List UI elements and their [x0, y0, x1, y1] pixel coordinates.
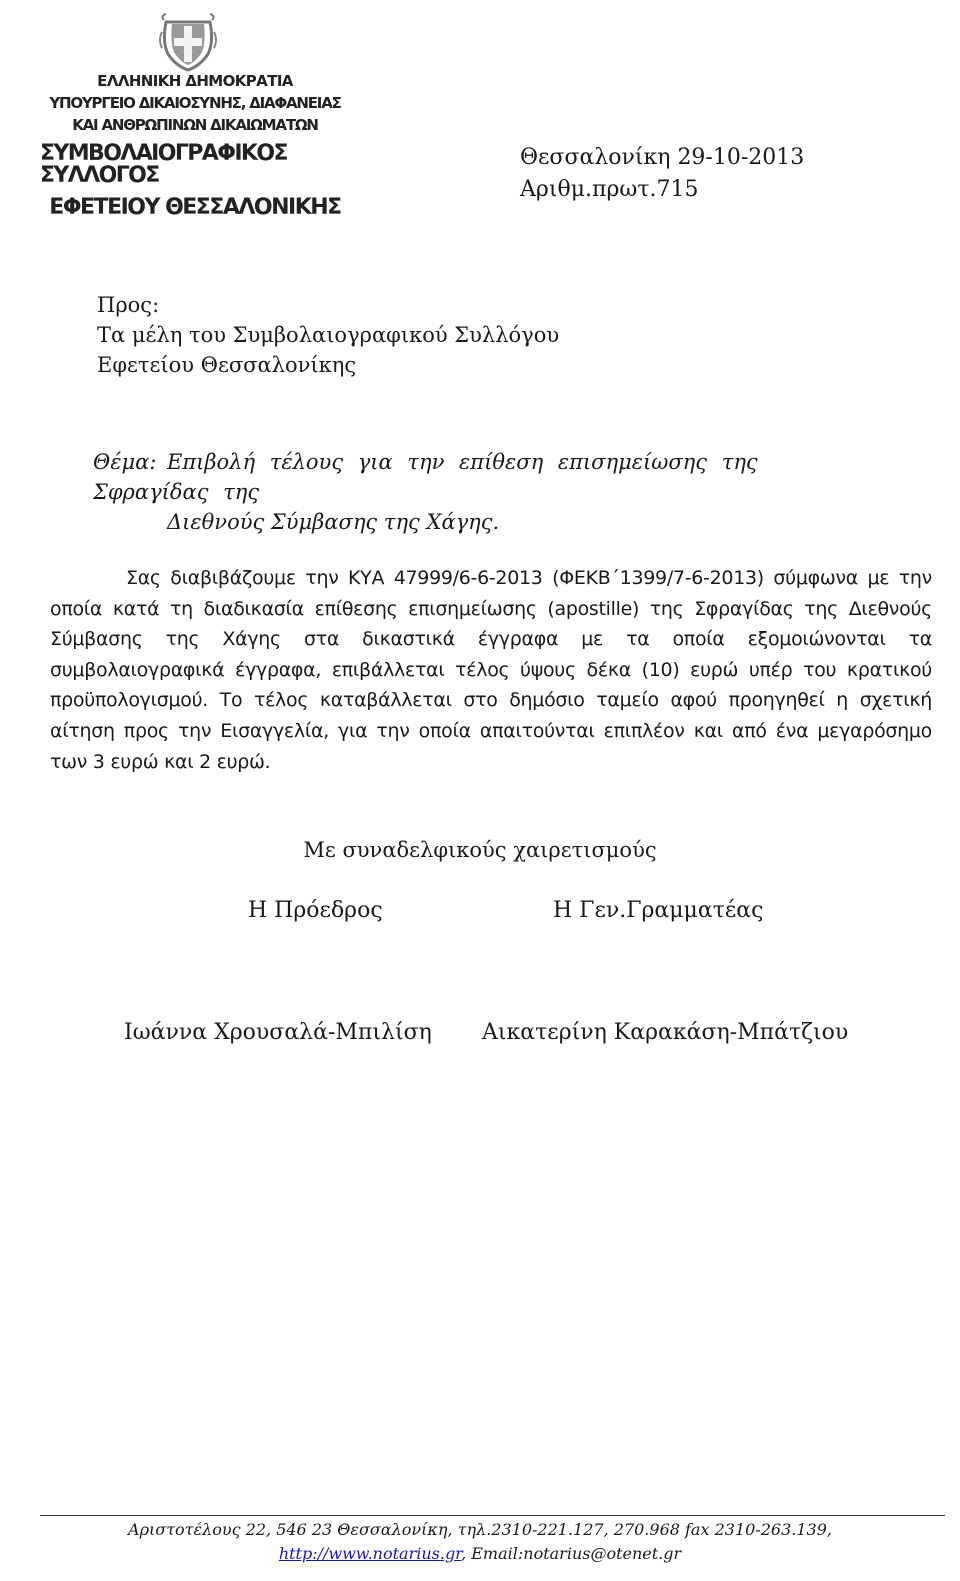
recipient-block [97, 290, 559, 380]
protocol-number: Αριθμ.πρωτ.715 [520, 177, 699, 202]
letterhead-line-ministry: ΥΠΟΥΡΓΕΙΟ ΔΙΚΑΙΟΣΥΝΗΣ, ΔΙΑΦΑΝΕΙΑΣ [49, 94, 341, 112]
subject-block [93, 447, 883, 537]
greek-coat-of-arms-icon [158, 12, 218, 72]
signatory-name-president: Ιωάννα Χρουσαλά-Μπιλίση [124, 1020, 432, 1045]
signatory-name-secretary: Αικατερίνη Καρακάση-Μπάτζιου [482, 1020, 849, 1045]
recipient-label: Προς: [97, 293, 160, 317]
subject-text-cont: Διεθνούς Σύμβασης της Χάγης. [167, 510, 500, 534]
date-line: Θεσσαλονίκη 29-10-2013 [520, 145, 805, 170]
footer-email: , Email:notarius@otenet.gr [461, 1544, 682, 1563]
letterhead-line-association: ΣΥΜΒΟΛΑΙΟΓΡΑΦΙΚΟΣ ΣΥΛΛΟΓΟΣ [40, 141, 287, 188]
recipient-line: Εφετείου Θεσσαλονίκης [97, 353, 357, 377]
recipient-line: Τα μέλη του Συμβολαιογραφικού Συλλόγου [97, 323, 560, 347]
letterhead-line-republic: ΕΛΛΗΝΙΚΗ ΔΗΜΟΚΡΑΤΙΑ [97, 72, 293, 90]
letterhead-line-court: ΕΦΕΤΕΙΟΥ ΘΕΣΣΑΛΟΝΙΚΗΣ [49, 195, 341, 220]
website-link[interactable]: http://www.notarius.gr [278, 1544, 462, 1563]
footer-address: Αριστοτέλους 22, 546 23 Θεσσαλονίκη, τηλ.2310-221.127, 270.968 fax 2310-263.139, [128, 1520, 832, 1539]
subject-text: Επιβολή τέλους για την επίθεση επισημείωσης της Σφραγίδας της [93, 450, 758, 504]
closing-greeting: Με συναδελφικούς χαιρετισμούς [303, 838, 657, 862]
footer [0, 1518, 960, 1566]
letterhead-line-ministry-cont: ΚΑΙ ΑΝΘΡΩΠΙΝΩΝ ΔΙΚΑΙΩΜΑΤΩΝ [72, 116, 318, 134]
signatory-role-president: Η Πρόεδρος [248, 898, 383, 923]
body-paragraph: Σας διαβιβάζουμε την ΚΥΑ 47999/6-6-2013 (ΦΕΚΒ΄1399/7-6-2013) σύμφωνα με την οποία κατά τη διαδικασία επίθεσης επισημείωσης (apostille) της Σφραγίδας της Διεθνούς Σύμβασης της Χάγης στα δικαστικά έγγραφα με τα οποία εξομοιώνονται τα συμβολαιογραφικά έγγραφα, επιβάλλεται τέλος ύψους δέκα (10) ευρώ υπέρ του κρατικού προϋπολογισμού. Το τέλος καταβάλλεται στο δημόσιο ταμείο αφού προηγηθεί η σχετική αίτηση προς την Εισαγγελία, για την οποία απαιτούνται επιπλέον και από ένα μεγαρόσημο των 3 ευρώ και 2 ευρώ. [50, 567, 932, 773]
subject-label: Θέμα: [93, 450, 157, 474]
footer-divider [40, 1515, 945, 1516]
signatory-role-secretary: Η Γεν.Γραμματέας [553, 898, 764, 923]
document-meta [520, 142, 804, 206]
letterhead [40, 72, 350, 219]
